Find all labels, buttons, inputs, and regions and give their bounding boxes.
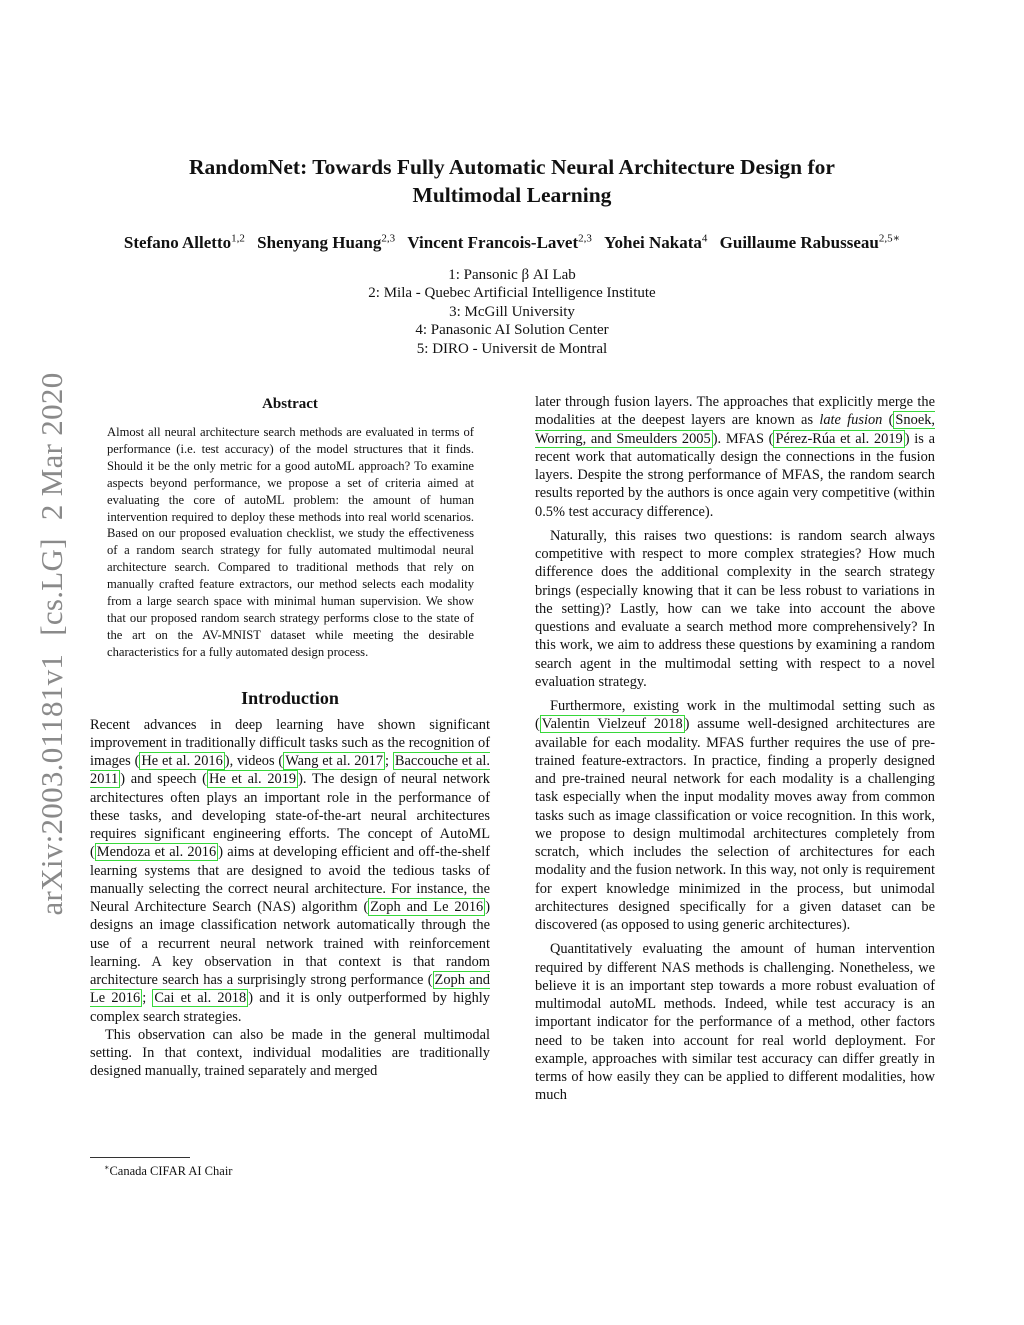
footnote: ∗Canada CIFAR AI Chair: [104, 1163, 233, 1179]
citation-link[interactable]: Wang et al. 2017: [285, 753, 384, 770]
citation-link[interactable]: Valentin Vielzeuf 2018: [541, 716, 683, 733]
right-paragraph-4: Quantitatively evaluating the amount of human intervention required by different NAS methods is challenging. Nonetheless, we believe it is an important step towards a more robust evaluation of multimodal autoML methods. Indeed, while test accuracy is an important indicator for the performance of a method, other factors need to be taken into account for real world deployment. For example, approaches with similar test accuracy can differ greatly in terms of how easily they can be applied to different modalities, how much: [535, 941, 935, 1104]
citation-link[interactable]: Zoph and Le 2016: [90, 972, 490, 1007]
arxiv-sidebar: [34, 363, 70, 924]
citation-link[interactable]: Zoph and Le 2016: [370, 899, 484, 916]
affiliation: 1: Pansonic β AI Lab: [448, 267, 576, 283]
intro-paragraph-1: Recent advances in deep learning have shown significant improvement in traditionally difficult tasks such as the recognition of images ( He et al. 2016 ), videos ( Wang et al. 2017 ; Baccouche et al. 2011 ) and speech ( He et al. 2019 ). The design of neural network architectures often plays an important role in the performance of these tasks, and developing state-of-the-art neural architectures requires significant engineering efforts. The concept of AutoML ( Mendoza et al. 2016 ) aims at developing efficient and off-the-shelf learning systems that are designed to avoid the tedious tasks of manually selecting the correct neural architecture. For instance, the Neural Architecture Search (NAS) algorithm ( Zoph and Le 2016 ) designs an image classification network automatically through the use of a recurrent neural network trained with reinforcement learning. A key observation in that context is that random architecture search has a surprisingly strong performance ( Zoph and Le 2016 ; Cai et al. 2018 ) and it is only outperformed by highly complex search strategies.: [90, 716, 491, 1025]
paper-title: [100, 153, 924, 209]
title-line-2: Multimodal Learning: [412, 183, 612, 207]
author: Guillaume Rabusseau$^{2,5∗}$: [719, 232, 901, 252]
right-paragraph-3: Furthermore, existing work in the multimodal setting such as ( Valentin Vielzeuf 2018 ) assume well-designed architectures are available for each modality. MFAS further requires the use of pre-trained feature-extractors. In practice, finding a properly designed and pre-trained neural network for each modality is a challenging task especially when the input modality moves away from common tasks such as image classification or voice recognition. In this work, we propose to design multimodal architectures completely from scratch, which includes the selection of architectures for each modality and the fusion network. In this way, not only is requirement for expert knowledge minimized in the process, but unimodal architectures designed specifically for a given dataset can be discovered (as opposed to using generic architectures).: [535, 698, 935, 933]
affiliation: 5: DIRO - Universit de Montral: [416, 340, 608, 357]
affiliation-list: [200, 266, 824, 358]
citation-link[interactable]: Mendoza et al. 2016: [96, 844, 217, 861]
affiliation: 3: McGill University: [449, 303, 575, 320]
title-line-1: RandomNet: Towards Fully Automatic Neural Architecture Design for: [189, 155, 835, 179]
introduction-heading: Introduction: [241, 687, 339, 708]
right-paragraph-1: later through fusion layers. The approaches that explicitly merge the modalities at the deepest layers are known as late fusion ( Snoek, Worring, and Smeulders 2005 ). MFAS ( Pérez-Rúa et al. 2019 ) is a recent work that automatically design the connections in the fusion layers. Despite the strong performance of MFAS, the random search results reported by the authors is once again very competitive (within 0.5% test accuracy difference).: [535, 394, 936, 520]
left-column: [90, 392, 490, 1081]
affiliation: 2: Mila - Quebec Artificial Intelligence Institute: [368, 285, 656, 302]
abstract-heading: Abstract: [262, 396, 318, 412]
footnote-rule: [90, 1157, 190, 1158]
author-list: [40, 226, 984, 255]
arxiv-id: arXiv:2003.01181v1: [34, 653, 69, 916]
author: Shenyang Huang$^{2,3}$: [257, 232, 396, 252]
citation-link[interactable]: Snoek, Worring, and Smeulders 2005: [535, 412, 935, 447]
citation-link[interactable]: He et al. 2016: [141, 753, 223, 770]
arxiv-date: 2 Mar 2020: [34, 372, 69, 521]
arxiv-category: [cs.LG]: [34, 538, 69, 636]
author: Vincent Francois-Lavet$^{2,3}$: [407, 232, 592, 252]
intro-paragraph-2: This observation can also be made in the general multimodal setting. In that context, individual modalities are traditionally designed manually, trained separately and merged: [90, 1026, 490, 1080]
author: Stefano Alletto$^{1,2}$: [123, 232, 245, 252]
citation-link[interactable]: Cai et al. 2018: [154, 990, 247, 1007]
affiliation: 4: Panasonic AI Solution Center: [415, 322, 609, 339]
citation-link[interactable]: Pérez-Rúa et al. 2019: [775, 430, 903, 447]
author: Yohei Nakata$^4$: [604, 232, 708, 252]
citation-link[interactable]: Baccouche et al. 2011: [90, 753, 490, 788]
citation-link[interactable]: He et al. 2019: [208, 771, 297, 788]
abstract-text: Almost all neural architecture search methods are evaluated in terms of performance (i.e. test accuracy) of the model structures that it finds. Should it be the only metric for a good autoML approach? To examine aspects beyond performance, we propose a set of criteria aimed at evaluating the core of autoML problem: the amount of human intervention required to deploy these methods into real world scenarios. Based on our proposed evaluation checklist, we study the effectiveness of a random search strategy for fully automated multimodal neural architecture search. Compared to traditional methods that rely on manually crafted feature extractors, our method selects each modality from a large search space with minimal human supervision. We show that our proposed random search strategy performs close to the state of the art on the AV-MNIST dataset while meeting the desirable characteristics for a fully automated design process.: [107, 425, 474, 659]
right-column: [535, 393, 935, 1105]
right-paragraph-2: Naturally, this raises two questions: is random search always competitive with respect to more complex strategies? How much difference does the additional complexity in the search strategy brings (especially knowing that it can be less robust to variations in the setting)? Lastly, how can we take into account the above questions and evaluate a search method more comprehensively? In this work, we aim to address these questions by examining a random search agent in the multimodal setting with respect to a novel evaluation strategy.: [535, 527, 935, 690]
